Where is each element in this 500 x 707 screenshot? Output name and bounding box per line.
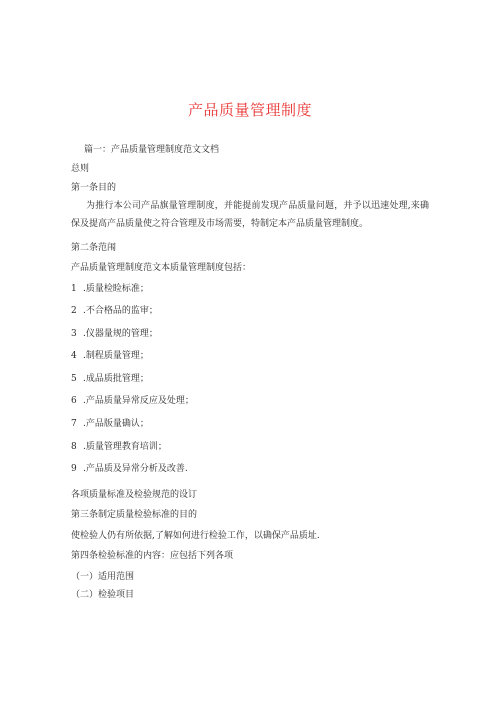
list-item <box>71 373 149 385</box>
list-item-text: .质量管理教育培训； <box>83 442 167 452</box>
list-item-number: 1 <box>71 284 77 294</box>
item-b: （二）检验项目 <box>71 590 135 600</box>
article3-text: 使检验人仍有所依据,了解如何进行检验工作，以确保产品质址. <box>71 531 320 541</box>
article1-heading: 第一条目的 <box>71 183 117 193</box>
list-item-text: .制程质量管理； <box>83 351 149 361</box>
list-item-number: 8 <box>71 442 77 452</box>
list-item-number: 2 <box>71 306 77 316</box>
list-item-text: .质量检睑标准； <box>83 284 149 294</box>
list-item-number: 5 <box>71 374 77 384</box>
list-item-number: 6 <box>71 396 77 406</box>
article3-heading: 第三条制定质量检验标准的目的 <box>71 510 198 520</box>
list-item-number: 3 <box>71 329 77 339</box>
list-item <box>71 305 158 317</box>
document-subtitle: 篇一：产品质量管理制度范文文档 <box>84 145 220 155</box>
list-item <box>71 441 167 453</box>
list-item-number: 7 <box>71 419 77 429</box>
list-item-number: 9 <box>71 464 77 474</box>
article4-heading: 第四条检验标准的内容：应包括下列各项 <box>71 551 234 561</box>
list-item <box>71 395 194 407</box>
article1-text: 为推行本公司产品旗量管理制度，并能提前发现产品质量问题，并予以迅速处理,来确保及提高产品质量使之符合管理及市场需要，特制定本产品质量管理制度。 <box>71 201 429 229</box>
list-item <box>71 328 158 340</box>
section2-heading: 各项质量标准及检验规范的设订 <box>71 490 198 500</box>
article2-heading: 第二条范闱 <box>71 243 117 253</box>
list-item-text: .产品质量异常反应及处理； <box>83 396 194 406</box>
list-item <box>71 283 149 295</box>
list-item-text: .仪器量规的管理； <box>83 329 158 339</box>
list-item-text: .产品版量确认； <box>83 419 149 429</box>
list-item-text: .成品质批管理； <box>83 374 149 384</box>
list-item <box>71 463 188 475</box>
document-title: 产品质量管理制度 <box>187 101 312 119</box>
article2-intro: 产品质量管理制度范文本质量管理制度包括： <box>71 263 252 273</box>
list-item-text: .产品质及异常分析及改善. <box>83 464 188 474</box>
list-item-number: 4 <box>71 351 77 361</box>
section-general: 总则 <box>71 164 90 174</box>
list-item <box>71 350 149 362</box>
list-item-text: .不合格品的监审； <box>83 306 158 316</box>
item-a: （一）适用范围 <box>71 572 135 582</box>
list-item <box>71 418 149 430</box>
